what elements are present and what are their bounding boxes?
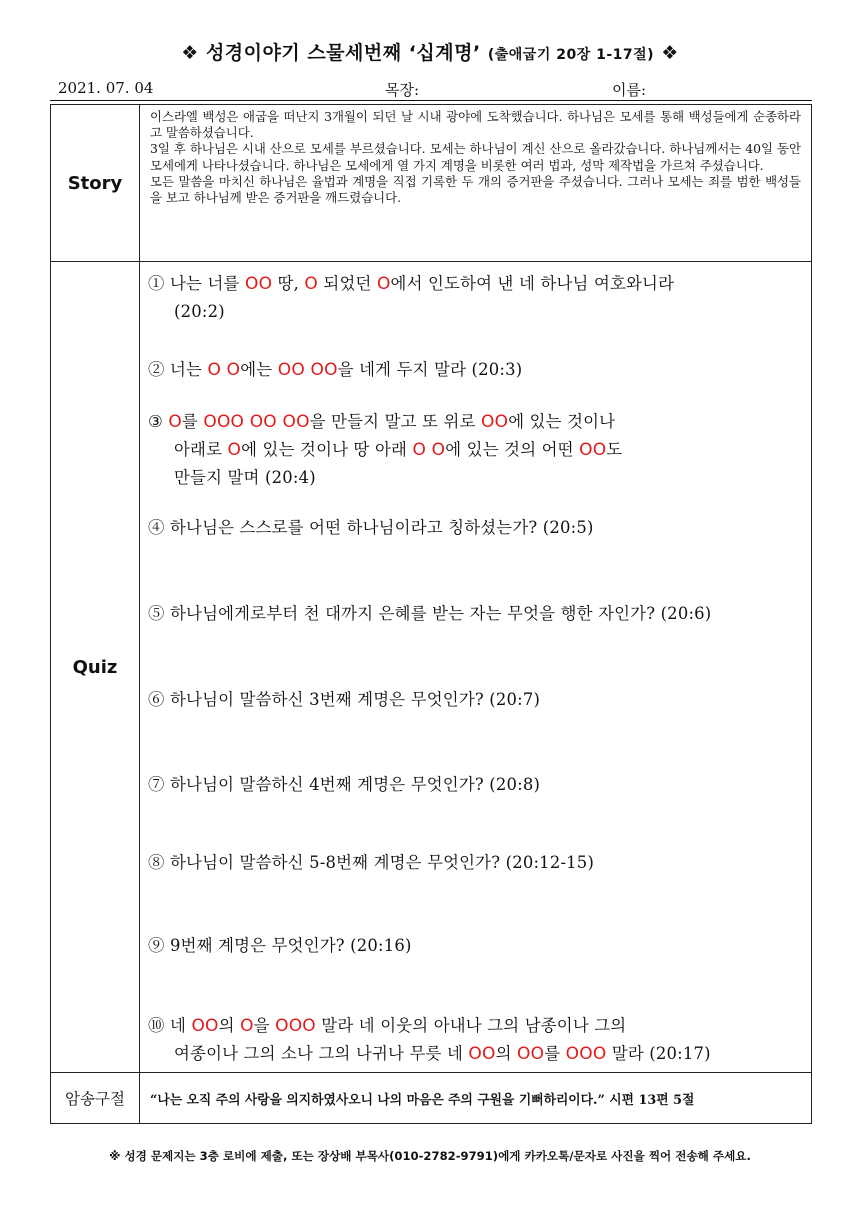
quiz-question-7	[148, 771, 810, 799]
question-text: 를	[181, 412, 204, 431]
question-text: 에 있는 것의 어떤	[445, 440, 580, 459]
title-subtitle: (출애굽기 20장 1-17절)	[487, 47, 655, 63]
answer-blank: OOO	[275, 1016, 316, 1036]
question-text: 말라 (20:17)	[606, 1044, 711, 1063]
question-text: 하나님은 스스로를 어떤 하나님이라고 칭하셨는가? (20:5)	[170, 518, 594, 537]
question-text: 을 네게 두지 말라 (20:3)	[337, 360, 523, 379]
worksheet-title	[0, 38, 860, 65]
question-text: 의	[218, 1016, 241, 1035]
answer-blank: OO	[481, 412, 509, 432]
question-line	[148, 436, 810, 464]
quiz-question-8	[148, 849, 810, 877]
memory-label: 암송구절	[51, 1073, 140, 1124]
question-number: ⑧	[148, 853, 165, 872]
question-number: ⑥	[148, 690, 165, 709]
story-paragraph: 모든 말씀을 마치신 하나님은 율법과 계명을 직접 기록한 두 개의 증거판을 주셨습니다. 그러나 모세는 죄를 범한 백성들을 보고 하나님께 받은 증거판을 깨드렸습니다.	[150, 173, 801, 206]
quiz-question-2	[148, 356, 810, 384]
question-number: ⑤	[148, 604, 165, 623]
question-text: 에 있는 것이나 땅 아래	[241, 440, 413, 459]
question-text: 의	[495, 1044, 518, 1063]
quiz-question-6	[148, 686, 810, 714]
diamond-icon: ❖	[181, 42, 199, 64]
memory-verse: “나는 오직 주의 사랑을 의지하였사오니 나의 마음은 주의 구원을 기뻐하리이다.” 시편 13편 5절	[140, 1073, 812, 1124]
quiz-question-3	[148, 408, 810, 492]
question-text: 도	[606, 440, 623, 459]
diamond-icon: ❖	[661, 42, 679, 64]
question-number: ⑩	[148, 1016, 165, 1035]
question-text: 에서 인도하여 낸 네 하나님 여호와니라	[390, 274, 675, 293]
question-text: 을 만들지 말고 또 위로	[309, 412, 482, 431]
quiz-question-10	[148, 1012, 810, 1068]
answer-blank: O	[227, 440, 242, 460]
quiz-area	[140, 262, 812, 1073]
name-field-label: 이름:	[612, 81, 647, 99]
answer-blank: OO OO	[277, 360, 338, 380]
question-number: ①	[148, 274, 165, 293]
question-text: 여종이나 그의 소나 그의 나귀나 무릇 네	[174, 1044, 469, 1063]
question-text: 하나님이 말씀하신 5-8번째 계명은 무엇인가? (20:12-15)	[170, 853, 595, 872]
memory-row	[51, 1073, 812, 1124]
quiz-question-4	[148, 514, 810, 542]
question-text: 하나님에게로부터 천 대까지 은혜를 받는 자는 무엇을 행한 자인가? (20:6)	[170, 604, 712, 623]
quiz-label: Quiz	[51, 262, 140, 1073]
answer-blank: O	[240, 1016, 254, 1036]
question-number: ⑦	[148, 775, 165, 794]
question-number: ⑨	[148, 936, 165, 955]
answer-blank: OO	[468, 1044, 496, 1064]
question-text: 9번째 계명은 무엇인가? (20:16)	[170, 936, 412, 955]
question-text: 땅,	[272, 274, 305, 293]
story-row	[51, 105, 812, 262]
story-text	[140, 105, 812, 262]
question-text: 에는	[240, 360, 278, 379]
meta-row	[50, 78, 812, 101]
answer-blank: OO	[517, 1044, 545, 1064]
question-text: 하나님이 말씀하신 3번째 계명은 무엇인가? (20:7)	[170, 690, 541, 709]
answer-blank: OOO OO OO	[203, 412, 310, 432]
story-paragraph: 3일 후 하나님은 시내 산으로 모세를 부르셨습니다. 모세는 하나님이 계신 산으로 올라갔습니다. 하나님께서는 40일 동안 모세에게 나타나셨습니다. 하나님은 모세에게 열 가지 계명을 비롯한 여러 법과, 성막 제작법을 가르쳐 주셨습니다.	[150, 141, 801, 173]
answer-blank: OOO	[565, 1044, 607, 1064]
title-text: 성경이야기 스물세번째 ‘십계명’	[205, 42, 481, 64]
question-line	[148, 1040, 810, 1068]
answer-blank: OO	[244, 274, 273, 294]
answer-blank: OO	[579, 440, 607, 460]
answer-blank: O O	[412, 440, 446, 460]
question-text: 를	[544, 1044, 566, 1063]
question-text: 하나님이 말씀하신 4번째 계명은 무엇인가? (20:8)	[170, 775, 541, 794]
answer-blank: O	[376, 274, 391, 294]
question-text: 네	[170, 1016, 192, 1035]
question-text: 되었던	[318, 274, 377, 293]
quiz-question-9	[148, 932, 810, 960]
question-text: 말라 네 이웃의 아내나 그의 남종이나 그의	[315, 1016, 627, 1035]
quiz-question-1	[148, 270, 810, 326]
date-text: 2021. 07. 04	[58, 79, 154, 97]
answer-blank: O	[304, 274, 319, 294]
pastor-field-label: 목장:	[385, 81, 420, 99]
answer-blank: O O	[207, 360, 241, 380]
submission-note: ※ 성경 문제지는 3층 로비에 제출, 또는 장상배 부목사(010-2782-9791)에게 카카오톡/문자로 사진을 찍어 전송해 주세요.	[109, 1149, 751, 1163]
story-label: Story	[51, 105, 140, 262]
question-text: 너는	[170, 360, 208, 379]
story-paragraph: 이스라엘 백성은 애굽을 떠난지 3개월이 되던 날 시내 광야에 도착했습니다. 하나님은 모세를 통해 백성들에게 순종하라고 말씀하셨습니다.	[150, 109, 801, 141]
question-text: 을	[253, 1016, 276, 1035]
quiz-row	[51, 262, 812, 1073]
question-number: ②	[148, 360, 165, 379]
worksheet-table	[50, 104, 812, 1124]
question-text: 아래로	[174, 440, 228, 459]
question-text: 나는 너를	[170, 274, 245, 293]
question-text: 만들지 말며 (20:4)	[174, 468, 316, 487]
quiz-question-5	[148, 600, 810, 628]
answer-blank: OO	[191, 1016, 219, 1036]
question-number: ③	[148, 412, 163, 431]
answer-blank: O	[168, 412, 182, 432]
question-verse-ref: (20:2)	[174, 302, 225, 321]
question-text: 에 있는 것이나	[508, 412, 616, 431]
question-number: ④	[148, 518, 165, 537]
